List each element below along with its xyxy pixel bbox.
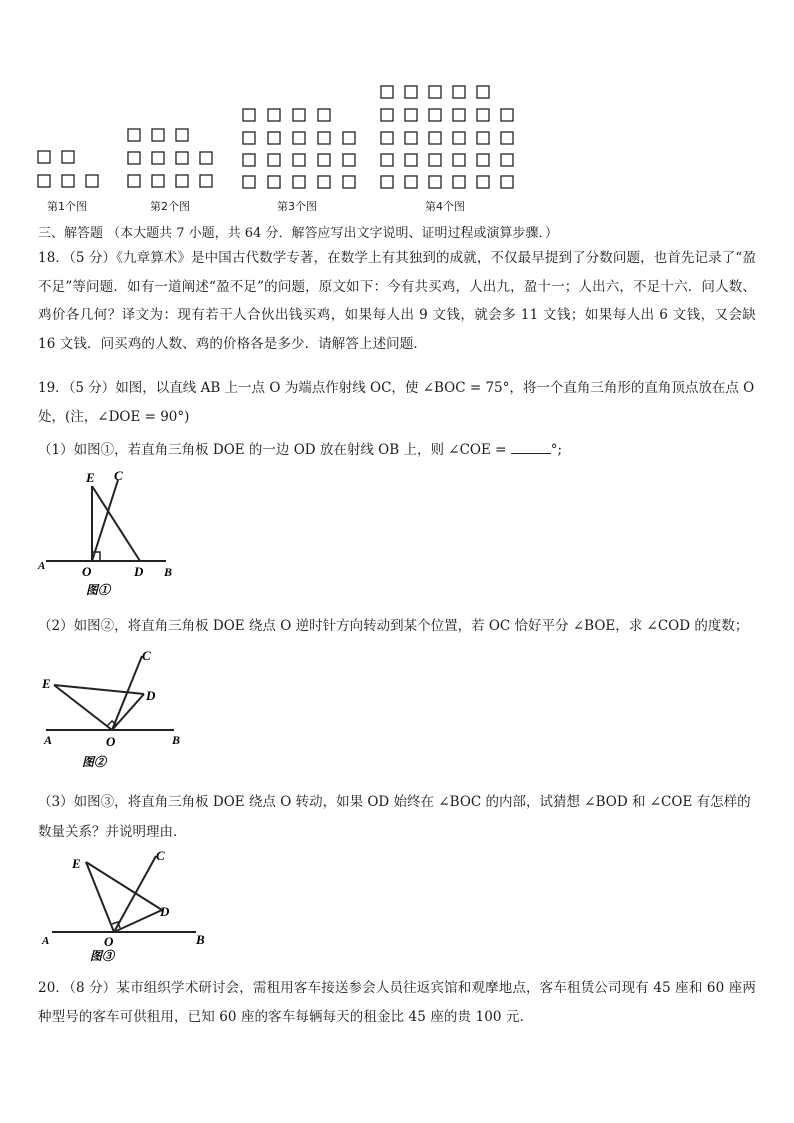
figure-1 — [34, 466, 194, 606]
part1-suffix: °; — [550, 442, 563, 458]
pattern-figure-2 — [128, 129, 212, 187]
fig2-label-a: A — [44, 733, 53, 747]
fig1-label-a: A — [38, 560, 46, 572]
fig3-label-e: E — [72, 856, 81, 871]
question-19-intro-line1: 19．（5 分）如图，以直线 AB 上一点 O 为端点作射线 OC，使 ∠BOC = 75°，将一个直角三角形的直角顶点放在点 O — [38, 380, 755, 396]
pattern-figure-3 — [243, 109, 355, 188]
pattern-caption-3: 第3个图 — [277, 200, 317, 213]
question-19-part2: （2）如图②，将直角三角板 DOE 绕点 O 逆时针方向转动到某个位置，若 OC 恰好平分 ∠BOE，求 ∠COD 的度数； — [38, 618, 749, 634]
question-18: 18．（5 分）《九章算术》是中国古代数学专著，在数学上有其独到的成就，不仅最早提到了分数问题，也首先记录了“盈不足”等问题．如有一道阐述“盈不足”的问题，原文如下：今有共买鸡，人出九，盈十一；人出六，不足十六．问人数、鸡价各几何？译文为：现有若干人合伙出钱买鸡，如果每人出 9 文钱，就会多 11 文钱；如果每人出 6 文钱，又会缺 16 文钱．问买鸡的人数、鸡的价格各是多少．请解答上述问题． — [38, 250, 756, 352]
section-heading: 三、解答题 （本大题共 7 小题，共 64 分．解答应写出文字说明、证明过程或演算步骤．） — [38, 226, 558, 241]
pattern-caption-2: 第2个图 — [150, 200, 190, 213]
fig1-label-b: B — [164, 565, 173, 579]
fig1-label-e: E — [86, 470, 95, 485]
part1-text: （1）如图①，若直角三角板 DOE 的一边 OD 放在射线 OB 上，则 ∠COE = — [38, 442, 507, 458]
fig3-label-c: C — [156, 848, 165, 863]
fig2-label-d: D — [146, 688, 156, 703]
fig3-label-o: O — [104, 934, 114, 949]
pattern-figure-4 — [381, 86, 513, 188]
question-19-part1 — [38, 438, 562, 458]
fig3-label-a: A — [42, 935, 50, 947]
figure-1-svg — [34, 466, 194, 606]
fig1-label-d: D — [134, 564, 144, 579]
figure-3-svg — [34, 844, 224, 969]
pattern-caption-4: 第4个图 — [425, 200, 465, 213]
fig1-label-c: C — [114, 468, 123, 483]
figure-3 — [34, 844, 224, 969]
figure-2-svg — [34, 644, 204, 774]
pattern-caption-1: 第1个图 — [47, 200, 87, 213]
question-19-intro-line2: 处，(注，∠DOE = 90°) — [38, 409, 190, 425]
fig2-caption: 图② — [82, 755, 107, 769]
fig1-caption: 图① — [86, 583, 111, 597]
answer-blank — [511, 441, 551, 454]
fig2-label-b: B — [172, 733, 181, 747]
question-19-part3-line1: （3）如图③，将直角三角板 DOE 绕点 O 转动，如果 OD 始终在 ∠BOC 的内部，试猜想 ∠BOD 和 ∠COE 有怎样的 — [38, 794, 751, 810]
question-19-part3-line2: 数量关系？并说明理由． — [38, 824, 187, 840]
fig1-label-o: O — [82, 564, 92, 579]
pattern-figure-1 — [38, 151, 98, 187]
fig2-label-o: O — [106, 734, 116, 749]
figure-2 — [34, 644, 204, 774]
fig2-label-e: E — [42, 676, 51, 691]
fig3-caption: 图③ — [90, 949, 115, 963]
fig3-label-d: D — [160, 904, 170, 919]
question-20: 20．（8 分）某市组织学术研讨会，需租用客车接送参会人员往返宾馆和观摩地点，客车租赁公司现有 45 座和 60 座两种型号的客车可供租用，已知 60 座的客车每辆每天的租金比 45 座的贵 100 元． — [38, 980, 756, 1025]
fig3-label-b: B — [196, 932, 205, 947]
fig2-label-c: C — [142, 648, 151, 663]
